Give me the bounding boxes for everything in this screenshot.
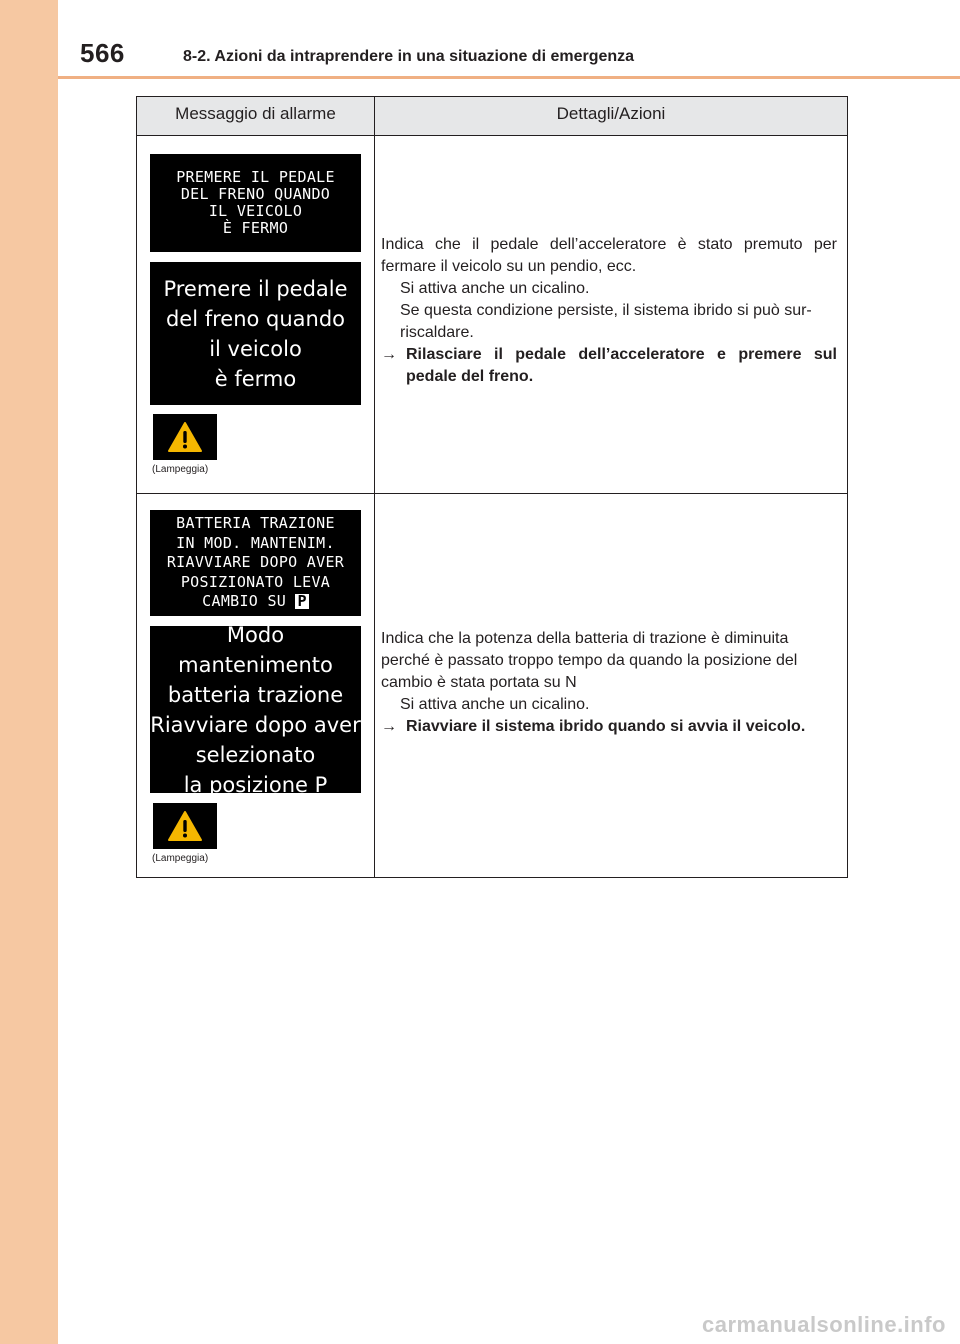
row-divider [137, 493, 847, 494]
detail-description: Indica che il pedale dell’acceleratore è stato premuto per fermare il veicolo su un pendio, ecc. [381, 236, 837, 275]
warning-light [153, 414, 217, 460]
details-row-1 [381, 234, 837, 388]
warning-messages-table [136, 96, 848, 878]
page-side-band [0, 0, 58, 1344]
detail-action-text: Rilasciare il pedale dell’acceleratore e premere sul pedale del freno. [406, 346, 837, 385]
detail-note: Si attiva anche un cicalino. [400, 280, 590, 297]
display-message-text: PREMERE IL PEDALE DEL FRENO QUANDO IL VEICOLO È FERMO [176, 168, 335, 237]
gear-p-box: P [297, 592, 307, 611]
column-header-details: Dettagli/Azioni [556, 104, 666, 123]
display-message-text: Modo mantenimento batteria trazione Riavviare dopo aver selezionato la posizione P [150, 622, 361, 797]
table-header [137, 97, 847, 136]
detail-note: Se questa condizione persiste, il sistema ibrido si può sur-riscaldare. [400, 302, 812, 341]
section-title: 8-2. Azioni da intraprendere in una situazione di emergenza [183, 48, 635, 65]
display-message-large [150, 262, 361, 405]
arrow-icon: → [381, 718, 397, 735]
detail-action-text: Riavviare il sistema ibrido quando si avvia il veicolo. [406, 718, 806, 735]
detail-action [381, 344, 837, 388]
detail-note: Si attiva anche un cicalino. [400, 696, 590, 713]
page-number: 566 [80, 38, 125, 68]
detail-description: Indica che la potenza della batteria di trazione è diminuita perché è passato troppo tempo da quando la posizione del cambio è stata portata su N [381, 630, 798, 691]
header-rule [58, 76, 960, 79]
display-message-text: BATTERIA TRAZIONE IN MOD. MANTENIM. RIAVVIARE DOPO AVER POSIZIONATO LEVA CAMBIO SU P [166, 514, 345, 611]
display-message-small [150, 510, 361, 616]
warning-triangle-icon [167, 421, 203, 453]
display-message-small [150, 154, 361, 252]
column-divider [374, 97, 375, 877]
display-message-large [150, 622, 361, 797]
arrow-icon: → [381, 346, 397, 363]
warning-light [153, 803, 217, 849]
warning-light-caption: (Lampeggia) [152, 853, 209, 864]
footer-watermark: carmanualsonline.info [702, 1312, 946, 1337]
warning-light-caption: (Lampeggia) [152, 464, 209, 475]
page-header [58, 0, 960, 78]
display-message-text: Premere il pedale del freno quando il veicolo è fermo [163, 276, 348, 391]
warning-triangle-icon [167, 810, 203, 842]
detail-action [381, 716, 837, 738]
details-row-2 [381, 628, 837, 738]
column-header-message: Messaggio di allarme [175, 104, 336, 123]
